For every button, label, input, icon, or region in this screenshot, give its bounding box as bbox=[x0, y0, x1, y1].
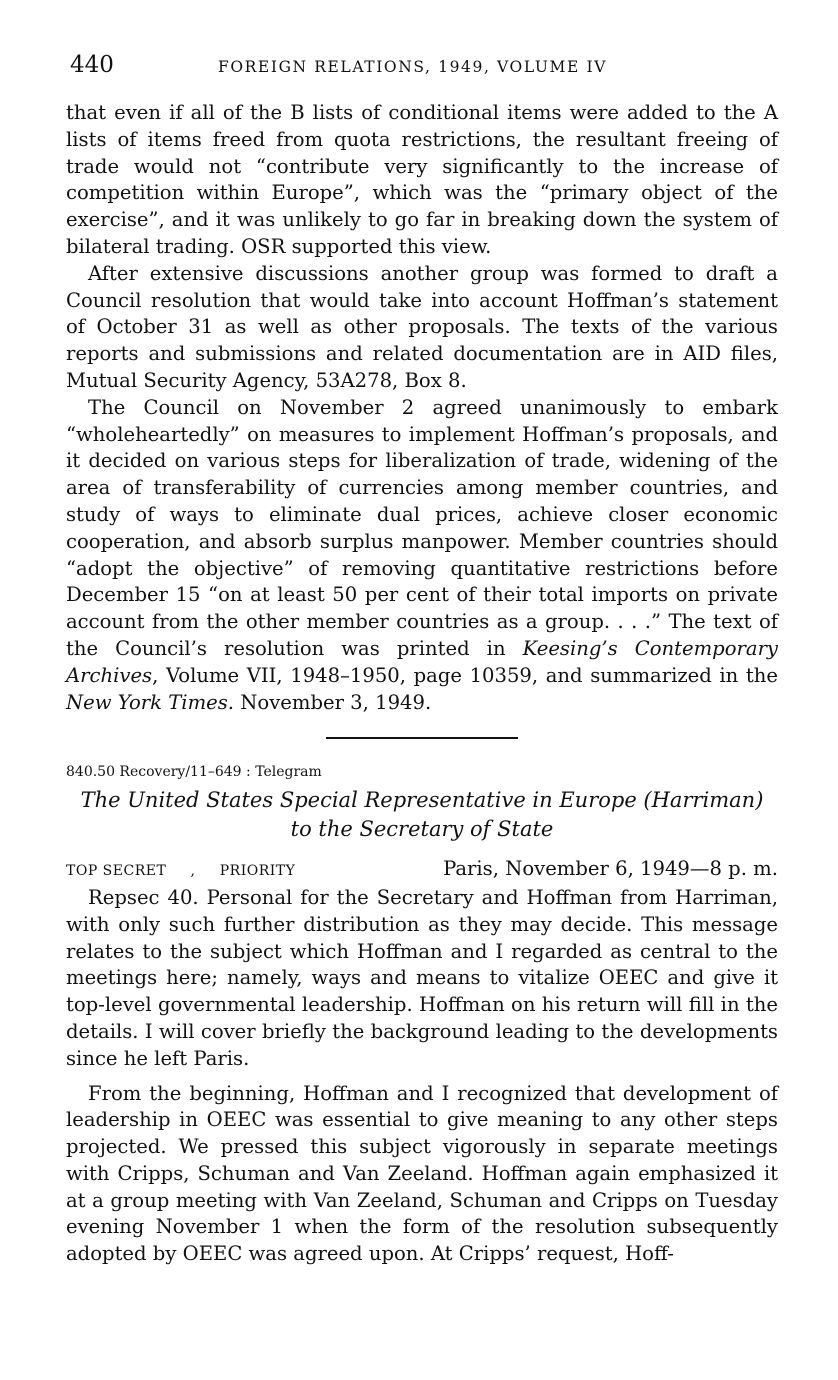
paragraph: From the beginning, Hoffman and I recognized that development of leadership in OEEC was essential to give meaning to any other steps projected. We pressed this subject vigorously in separate meetings with Cripps, Schuman and Van Zeeland. Hoffman again emphasized it at a group meeting with Van Zeeland, Schuman and Cripps on Tuesday evening November 1 when the form of the resolution subsequently adopted by OEEC was agreed upon. At Cripps’ request, Hoff- bbox=[66, 1081, 778, 1266]
section-divider bbox=[326, 737, 518, 739]
heading-line: The United States Special Representative in Europe (Harriman) bbox=[80, 788, 764, 813]
dateline-row bbox=[66, 856, 778, 885]
classification: TOP SECRET bbox=[66, 863, 167, 880]
page-body bbox=[66, 100, 778, 1268]
classification-markings bbox=[66, 856, 295, 885]
paragraph: Repsec 40. Personal for the Secretary and Hoffman from Harriman, with only such further distribution as they may decide. This message relates to the subject which Hoffman and I regarded as central to the meetings here; namely, ways and means to vitalize OEEC and give it top-level governmental leadership. Hoffman on his return will fill in the details. I will cover briefly the background leading to the developments since he left Paris. bbox=[66, 885, 778, 1070]
file-number: 840.50 Recovery/11–649 : Telegram bbox=[66, 764, 322, 781]
page-header bbox=[70, 52, 780, 82]
document-heading bbox=[66, 786, 778, 844]
publication-title: Keesing’s Contemporary Archives bbox=[66, 636, 778, 687]
paragraph-text: , Volume VII, 1948–1950, page 10359, and summarized in the bbox=[152, 663, 778, 687]
running-head: FOREIGN RELATIONS, 1949, VOLUME IV bbox=[218, 58, 607, 76]
separator: , bbox=[190, 863, 196, 880]
publication-title: New York Times. bbox=[66, 690, 235, 714]
paragraph bbox=[66, 395, 778, 717]
paragraph-text: The Council on November 2 agreed unanimously to embark “wholeheartedly” on measures to implement Hoffman’s proposals, and it decided on various steps for liberalization of trade, widening of the area of transferability of currencies among member countries, and study of ways to eliminate dual prices, achieve closer economic cooperation, and absorb surplus manpower. Member countries should “adopt the objective” of removing quantitative restrictions before December 15 “on at least 50 per cent of their total imports on private account from the other member countries as a group. . . .” The text of the Council’s resolution was printed in bbox=[66, 395, 778, 660]
dateline: Paris, November 6, 1949—8 p. m. bbox=[443, 857, 778, 881]
heading-line: to the Secretary of State bbox=[290, 817, 554, 842]
paragraph-text: November 3, 1949. bbox=[234, 690, 432, 714]
paragraph-gap bbox=[66, 1073, 778, 1081]
paragraph: After extensive discussions another group was formed to draft a Council resolution that would take into account Hoffman’s statement of October 31 as well as other proposals. The texts of the various reports and submissions and related documentation are in AID files, Mutual Security Agency, 53A278, Box 8. bbox=[66, 261, 778, 392]
paragraph: that even if all of the B lists of conditional items were added to the A lists of items freed from quota restrictions, the resultant freeing of trade would not “contribute very significantly to the increase of competition within Europe”, which was the “primary object of the exercise”, and it was unlikely to go far in breaking down the system of bilateral trading. OSR supported this view. bbox=[66, 101, 778, 258]
priority: PRIORITY bbox=[219, 863, 296, 880]
page-number: 440 bbox=[70, 52, 114, 78]
